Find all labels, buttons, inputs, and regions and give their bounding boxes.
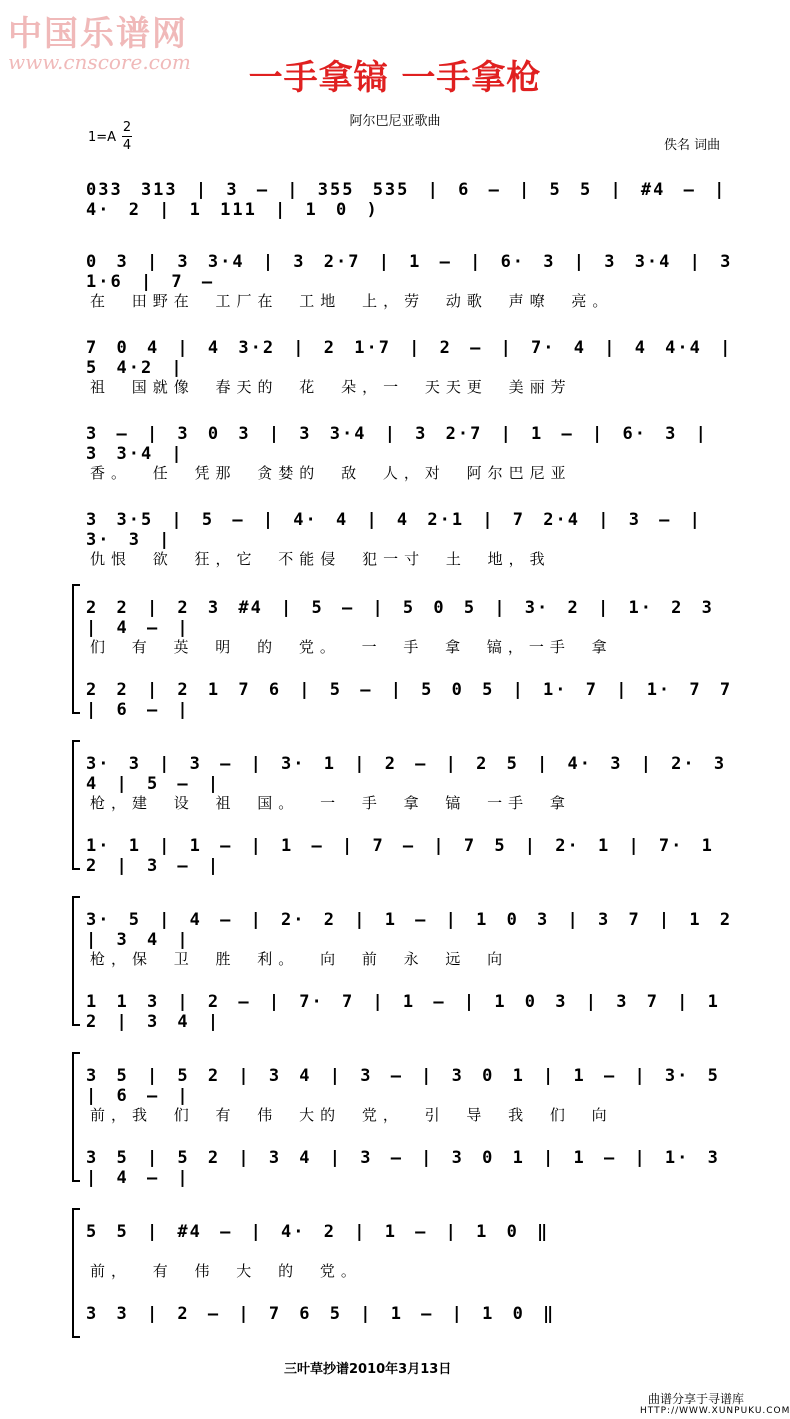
lyric-line: 香。 任 凭那 贪婪的 敌 人，对 阿尔巴尼亚 [90, 464, 572, 482]
lyric-line: 祖 国就像 春天的 花 朵，一 天天更 美丽芳 [90, 378, 572, 396]
notation-line: 3 3 | 2 – | 7 6 5 | 1 – | 1 0 ‖ [86, 1304, 556, 1324]
notation-line: 3 5 | 5 2 | 3 4 | 3 – | 3 0 1 | 1 – | 3· 5 | 6 – | [86, 1066, 720, 1106]
share-url: HTTP://WWW.XUNPUKU.COM [640, 1406, 790, 1416]
song-title: 一手拿镐 一手拿枪 [248, 58, 542, 98]
notation-line: 2 2 | 2 3 #4 | 5 – | 5 0 5 | 3· 2 | 1· 2 3 | 4 – | [86, 598, 714, 638]
notation-line: 1 1 3 | 2 – | 7· 7 | 1 – | 1 0 3 | 3 7 | 1 2 | 3 4 | [86, 992, 720, 1032]
staff-brace [72, 1052, 80, 1182]
notation-line: 3 3·5 | 5 – | 4· 4 | 4 2·1 | 7 2·4 | 3 – | 3· 3 | [86, 510, 702, 550]
time-signature [122, 120, 132, 153]
notation-line: 2 2 | 2 1 7 6 | 5 – | 5 0 5 | 1· 7 | 1· 7 7 | 6 – | [86, 680, 733, 720]
notation-row [80, 992, 740, 1032]
composer-credit: 佚名 词曲 [664, 138, 721, 153]
lyric-line: 们 有 英 明 的 党。 一 手 拿 镐，一手 拿 [90, 638, 613, 656]
staff-brace [72, 740, 80, 870]
notation-line: 7 0 4 | 4 3·2 | 2 1·7 | 2 – | 7· 4 | 4 4·4 | 5 4·2 | [86, 338, 733, 378]
notation-row [80, 180, 740, 220]
lyric-line: 仇恨 欲 狂，它 不能侵 犯一寸 土 地，我 [90, 550, 551, 568]
song-subtitle: 阿尔巴尼亚歌曲 [349, 114, 441, 129]
staff-brace [72, 896, 80, 1026]
notation-line: 033 313 | 3 – | 355 535 | 6 – | 5 5 | #4 – | 4· 2 | 1 111 | 1 0 ) [86, 180, 727, 220]
watermark-logo: 中国乐谱网 [8, 14, 188, 54]
share-note: 曲谱分享于寻谱库 [648, 1392, 745, 1406]
key-signature: 1=A [88, 130, 117, 145]
lyric-line: 前，我 们 有 伟 大的 党， 引 导 我 们 向 [90, 1106, 613, 1124]
staff-brace [72, 584, 80, 714]
notation-row [80, 1148, 740, 1188]
watermark-url: www.cnscore.com [8, 50, 191, 74]
notation-row [80, 836, 740, 876]
notation-line: 3· 5 | 4 – | 2· 2 | 1 – | 1 0 3 | 3 7 | 1 2 | 3 4 | [86, 910, 733, 950]
notation-row [80, 1222, 740, 1248]
notation-row [80, 680, 740, 720]
notation-line: 3· 3 | 3 – | 3· 1 | 2 – | 2 5 | 4· 3 | 2· 3 4 | 5 – | [86, 754, 727, 794]
notation-row [80, 1066, 740, 1106]
notation-line: 3 5 | 5 2 | 3 4 | 3 – | 3 0 1 | 1 – | 1· 3 | 4 – | [86, 1148, 720, 1188]
notation-row [80, 338, 740, 378]
notation-row [80, 598, 740, 638]
notation-line: 1· 1 | 1 – | 1 – | 7 – | 7 5 | 2· 1 | 7· 1 2 | 3 – | [86, 836, 714, 876]
staff-brace [72, 1208, 80, 1338]
transcription-date: 三叶草抄谱2010年3月13日 [284, 1362, 452, 1377]
notation-line: 3 – | 3 0 3 | 3 3·4 | 3 2·7 | 1 – | 6· 3 | 3 3·4 | [86, 424, 708, 464]
time-signature-top: 2 [122, 120, 132, 135]
lyric-line: 在 田野在 工厂在 工地 上，劳 动歌 声嘹 亮。 [90, 292, 614, 310]
notation-row [80, 754, 740, 794]
lyric-line: 枪，保 卫 胜 利。 向 前 永 远 向 [90, 950, 509, 968]
time-signature-bottom: 4 [122, 138, 132, 153]
notation-row [80, 510, 740, 550]
lyric-line: 枪，建 设 祖 国。 一 手 拿 镐 一手 拿 [90, 794, 571, 812]
notation-line: 5 5 | #4 – | 4· 2 | 1 – | 1 0 ‖ [86, 1222, 550, 1242]
notation-row [80, 424, 740, 464]
notation-line: 0 3 | 3 3·4 | 3 2·7 | 1 – | 6· 3 | 3 3·4 | 3 1·6 | 7 – [86, 252, 733, 292]
notation-row [80, 252, 740, 292]
notation-row [80, 910, 740, 950]
lyric-line: 前， 有 伟 大 的 党。 [90, 1262, 362, 1280]
notation-row [80, 1304, 740, 1330]
